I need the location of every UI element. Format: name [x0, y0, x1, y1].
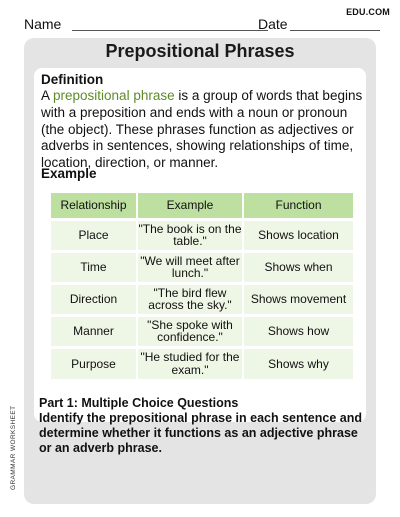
definition-text-end: is a group of words that begins with a preposition and ends with a noun or pronoun (the object). These phrases function as adjectives or adverbs in sentences, showing relationships of time, location, direction, or manner. — [41, 88, 363, 171]
name-date-row — [24, 14, 380, 34]
definition-text — [41, 88, 363, 172]
example-cell: "We will meet after lunch." — [137, 251, 243, 283]
name-line[interactable] — [72, 30, 268, 31]
relationship-table — [51, 193, 353, 379]
name-label: Name — [24, 16, 62, 32]
table-row — [51, 219, 353, 251]
relationship-cell: Direction — [51, 283, 137, 315]
table-header-row — [51, 193, 353, 219]
definition-text-start: A — [41, 88, 54, 103]
example-heading: Example — [41, 166, 97, 181]
function-cell: Shows location — [243, 219, 353, 251]
example-cell: "The book is on the table." — [137, 219, 243, 251]
side-label: GRAMMAR WORKSHEET — [10, 405, 17, 490]
date-line[interactable] — [290, 30, 380, 31]
definition-card — [34, 68, 366, 422]
relationship-cell: Time — [51, 251, 137, 283]
definition-term: prepositional phrase — [53, 88, 175, 103]
example-cell: "She spoke with confidence." — [137, 315, 243, 347]
function-cell: Shows when — [243, 251, 353, 283]
edu-logo: EDU.COM — [346, 7, 390, 17]
table-row — [51, 315, 353, 347]
relationship-cell: Purpose — [51, 347, 137, 379]
part1-instructions: Identify the prepositional phrase in each sentence and determine whether it functions as an adjective phrase or an adverb phrase. — [39, 411, 362, 455]
column-header-function: Function — [243, 193, 353, 219]
table-row — [51, 347, 353, 379]
table-row — [51, 283, 353, 315]
relationship-cell: Place — [51, 219, 137, 251]
worksheet-panel — [24, 38, 376, 504]
table-row — [51, 251, 353, 283]
relationship-cell: Manner — [51, 315, 137, 347]
function-cell: Shows movement — [243, 283, 353, 315]
definition-heading: Definition — [41, 72, 104, 87]
function-cell: Shows how — [243, 315, 353, 347]
part1-title: Part 1: Multiple Choice Questions — [39, 396, 239, 410]
date-label: Date — [258, 16, 288, 32]
page-title: Prepositional Phrases — [105, 41, 295, 61]
column-header-relationship: Relationship — [51, 193, 137, 219]
example-cell: "He studied for the exam." — [137, 347, 243, 379]
function-cell: Shows why — [243, 347, 353, 379]
example-cell: "The bird flew across the sky." — [137, 283, 243, 315]
column-header-example: Example — [137, 193, 243, 219]
